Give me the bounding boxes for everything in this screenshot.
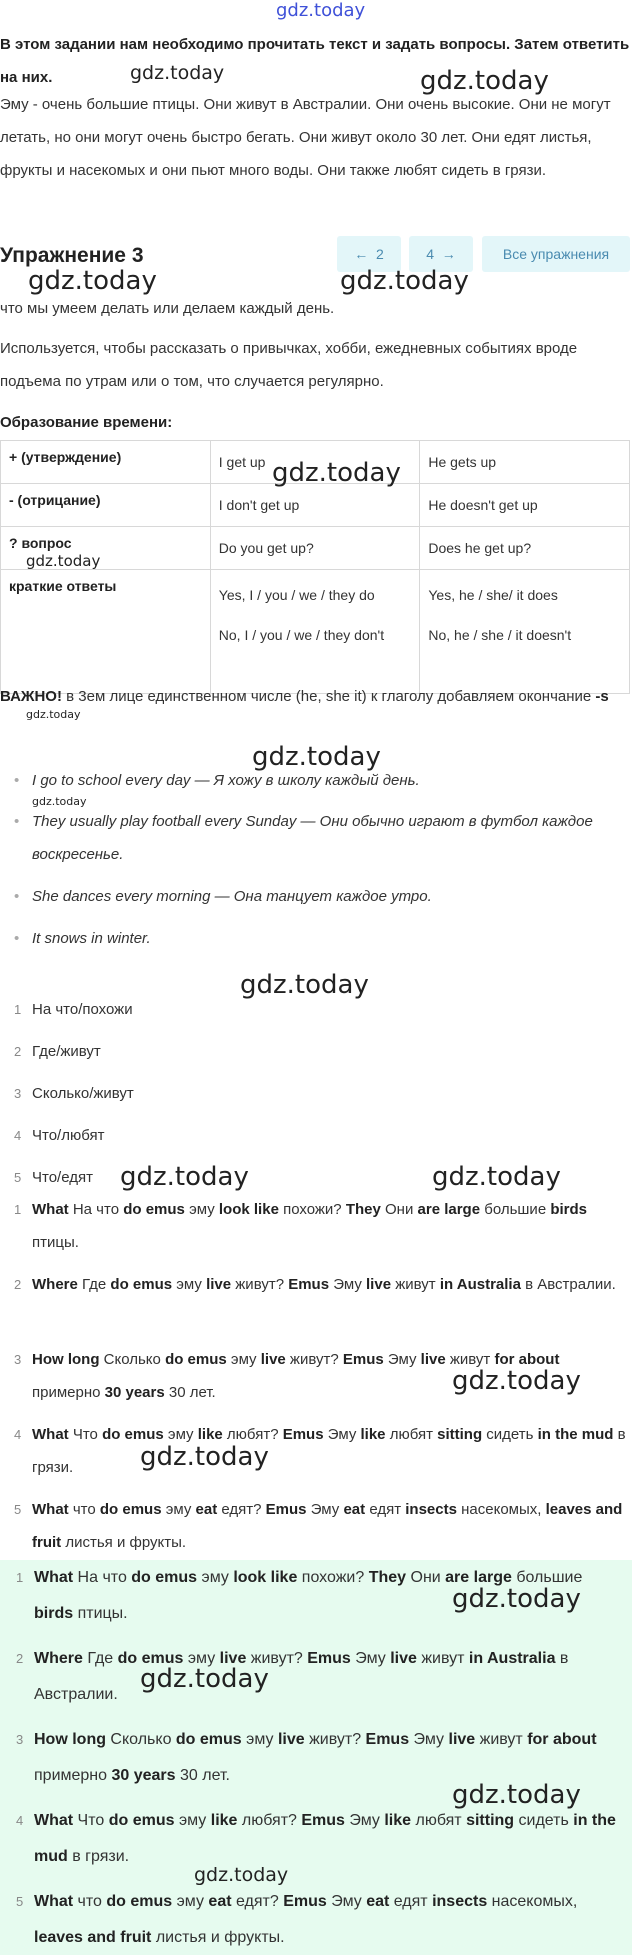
answer-english: are large [417,1201,481,1218]
answer-english: live [390,1650,417,1667]
answer-english: Emus [342,1351,384,1368]
watermark: gdz.today [452,1366,581,1396]
answer-english: do emus [123,1201,185,1218]
answer-translation: живут? [231,1276,289,1293]
answer-translation: любят [385,1426,438,1443]
answer-english: like [384,1812,412,1829]
question-item: 3 Сколько/живут [14,1085,134,1102]
question-item: 5 Что/едят [14,1169,93,1186]
list-item: • They usually play football every Sunday — Они обычно играют в футбол каждое воскресенье. [14,805,624,871]
important-note: ВАЖНО! в 3ем лице единственном числе (he, she it) к глаголу добавляем окончание -s [0,688,609,705]
watermark: gdz.today [432,1162,561,1192]
arrow-right-icon: → [441,246,456,262]
answer-translation: 30 лет. [175,1767,230,1784]
answer-translation: любят? [222,1426,283,1443]
answer-translation: листья и фрукты. [61,1534,187,1551]
answer-translation: примерно [32,1384,105,1401]
answer-translation: эму [172,1276,207,1293]
answer-translation: живут? [285,1351,343,1368]
answer-translation: любят? [237,1812,302,1829]
watermark: gdz.today [26,552,101,570]
answer-item: 4 What Что do emus эму like любят? Emus Эму like любят sitting сидеть in the mud в грязи. [14,1426,626,1476]
answer-translation: насекомых, [456,1501,546,1518]
list-item: • She dances every morning — Она танцует каждое утро. [14,880,624,913]
answer-translation: живут [416,1650,469,1667]
answer-translation: в Австралии. [34,1650,569,1703]
answer-translation: эму [163,1426,198,1443]
answer-english: look like [233,1569,298,1586]
answer-translation: что [68,1501,100,1518]
answer-english: 30 years [104,1384,165,1401]
watermark: gdz.today [32,795,87,808]
answer-english: sitting [466,1812,515,1829]
answer-english: What [32,1426,69,1443]
answer-translation: сидеть [482,1426,538,1443]
answer-translation: Эму [329,1276,367,1293]
answer-translation: живут [445,1351,495,1368]
arrow-left-icon: ← [354,246,369,262]
table-cell: He gets up [420,441,630,484]
answer-translation: Сколько [99,1351,166,1368]
answer-english: live [260,1351,286,1368]
site-logo[interactable]: gdz.today [276,0,366,21]
answer-item-highlighted: 4 What Что do emus эму like любят? Emus Эму like любят sitting сидеть in the mud в грязи. [16,1812,616,1865]
table-cell: Yes, he / she/ it does No, he / she / it doesn't [420,570,630,694]
table-cell: Does he get up? [420,527,630,570]
answer-english: Emus [301,1812,345,1829]
answer-translation: живут [475,1731,528,1748]
watermark: gdz.today [140,1664,269,1694]
answer-english: do emus [106,1893,173,1910]
answer-translation: эму [197,1569,234,1586]
answer-translation: Где [77,1276,111,1293]
watermark: gdz.today [252,742,381,772]
answer-english: Emus [307,1650,351,1667]
table-header-cell: краткие ответы [1,570,211,694]
table-cell: Yes, I / you / we / they do No, I / you / we / they don't [210,570,420,694]
question-item: 2 Где/живут [14,1043,101,1060]
answer-english: do emus [110,1276,173,1293]
table-row [1,484,630,527]
answer-translation: На что [73,1569,132,1586]
table-cell: Do you get up? [210,527,420,570]
answer-english: like [210,1812,238,1829]
answer-translation: живут? [246,1650,308,1667]
answer-translation: Эму [350,1650,391,1667]
intro-text: Эму - очень большие птицы. Они живут в Австралии. Они очень высокие. Они не могут летать, но они могут очень быстро бегать. Они живут около 30 лет. Они едят листья, фрукты и насекомых и они пьют много воды. Они также любят сидеть в грязи. [0,96,611,179]
answer-translation: Эму [326,1893,367,1910]
answer-english: live [277,1731,305,1748]
answer-english: eat [208,1893,232,1910]
answer-translation: Они [406,1569,446,1586]
answer-english: eat [366,1893,390,1910]
answer-english: like [197,1426,223,1443]
answer-english: What [32,1201,69,1218]
answer-english: insects [432,1893,488,1910]
answer-english: do emus [175,1731,242,1748]
answer-english: eat [195,1501,218,1518]
answer-translation: Сколько [105,1731,176,1748]
watermark: gdz.today [240,970,369,1000]
answer-english: live [219,1650,247,1667]
answer-translation: эму [241,1731,278,1748]
answer-translation: едят? [217,1501,266,1518]
watermark: gdz.today [452,1780,581,1810]
table-cell: He doesn't get up [420,484,630,527]
answer-translation: сидеть [514,1812,574,1829]
answer-english: live [206,1276,232,1293]
list-item: • I go to school every day — Я хожу в школу каждый день. [14,764,624,797]
formation-title: Образование времени: [0,414,173,431]
table-header-cell: - (отрицание) [1,484,211,527]
answer-translation: Что [73,1812,109,1829]
answer-english: leaves and fruit [34,1929,152,1946]
answer-translation: эму [226,1351,261,1368]
watermark: gdz.today [130,62,225,84]
answer-translation: эму [184,1201,219,1218]
answer-translation: похожи? [297,1569,369,1586]
watermark: gdz.today [26,708,81,721]
answer-translation: едят? [231,1893,284,1910]
answer-english: do emus [165,1351,227,1368]
table-header-cell: ? вопрос [1,527,211,570]
answer-translation: что [73,1893,107,1910]
answer-translation: Они [380,1201,418,1218]
answer-english: eat [343,1501,366,1518]
answer-english: Emus [365,1731,410,1748]
answer-translation: живут? [304,1731,366,1748]
theory-paragraph-2: Используется, чтобы рассказать о привычках, хобби, ежедневных событиях вроде подъема по утрам или о том, что случается регулярно. [0,340,578,390]
intro-heading: В этом задании нам необходимо прочитать текст и задать вопросы. Затем ответить на них. [0,36,630,86]
answer-english: look like [218,1201,279,1218]
answer-translation: примерно [34,1767,112,1784]
answer-english: live [420,1351,446,1368]
answer-translation: птицы. [32,1234,79,1251]
answer-translation: большие [480,1201,551,1218]
table-header-cell: + (утверждение) [1,441,211,484]
list-item: • It snows in winter. [14,922,624,955]
answer-english: do emus [108,1812,175,1829]
watermark: gdz.today [340,266,469,296]
answer-english: How long [34,1731,106,1748]
answer-translation: в грязи. [67,1848,130,1865]
answer-translation: насекомых, [487,1893,578,1910]
answer-translation: любят [411,1812,467,1829]
answer-translation: большие [511,1569,583,1586]
answer-english: live [366,1276,392,1293]
answer-translation: похожи? [278,1201,346,1218]
answer-translation: 30 лет. [164,1384,216,1401]
all-exercises-button[interactable]: Все упражнения [482,236,630,272]
answer-translation: в Австралии. [520,1276,616,1293]
answer-english: do emus [99,1501,162,1518]
watermark: gdz.today [452,1584,581,1614]
answer-item-highlighted: 1 What На что do emus эму look like похожи? They Они are large большие birds птицы. [16,1569,583,1622]
answer-translation: Что [68,1426,103,1443]
answer-english: for about [527,1731,597,1748]
answer-translation: в грязи. [32,1426,626,1476]
answer-english: for about [494,1351,560,1368]
answer-english: in Australia [439,1276,521,1293]
answer-translation: эму [183,1650,220,1667]
answer-translation: едят [389,1893,433,1910]
answer-english: They [368,1569,407,1586]
answer-english: insects [405,1501,457,1518]
answer-translation: Эму [344,1812,385,1829]
answer-english: Where [34,1650,83,1667]
table-row [1,570,630,694]
watermark: gdz.today [140,1442,269,1472]
answer-english: What [34,1893,74,1910]
watermark: gdz.today [194,1864,289,1886]
exercise-title: Упражнение 3 [0,244,144,267]
question-item: 4 Что/любят [14,1127,105,1144]
answer-translation: Эму [409,1731,449,1748]
answer-english: do emus [117,1650,184,1667]
answer-translation: Эму [306,1501,344,1518]
answer-english: How long [32,1351,100,1368]
answer-english: in the mud [537,1426,614,1443]
answer-translation: эму [174,1812,211,1829]
answer-translation: Эму [383,1351,421,1368]
answer-item: 3 How long Сколько do emus эму live живут? Emus Эму live живут for about примерно 30 years 30 лет. [14,1351,560,1401]
answer-translation: Где [82,1650,118,1667]
answer-english: are large [445,1569,512,1586]
answer-item: 1 What На что do emus эму look like похожи? They Они are large большие birds птицы. [14,1201,588,1251]
watermark: gdz.today [120,1162,249,1192]
watermark: gdz.today [272,458,401,488]
theory-paragraph-1: что мы умеем делать или делаем каждый день. [0,300,335,317]
answer-english: What [34,1812,74,1829]
answer-item-highlighted: 3 How long Сколько do emus эму live живут? Emus Эму live живут for about примерно 30 years 30 лет. [16,1731,597,1784]
answer-translation: едят [365,1501,406,1518]
answer-item-highlighted: 5 What что do emus эму eat едят? Emus Эму eat едят insects насекомых, leaves and fruit листья и фрукты. [16,1893,578,1946]
answer-english: in Australia [468,1650,556,1667]
table-cell: I get up [210,441,420,484]
watermark: gdz.today [28,266,157,296]
answer-english: birds [550,1201,588,1218]
answer-english: Where [32,1276,78,1293]
answer-translation: Эму [323,1426,361,1443]
answer-english: like [360,1426,386,1443]
answer-english: What [34,1569,74,1586]
answer-english: They [345,1201,381,1218]
next-exercise-button[interactable]: 4 → [409,236,473,272]
table-cell: I don't get up [210,484,420,527]
question-item: 1 На что/похожи [14,1001,133,1018]
answer-english: 30 years [111,1767,176,1784]
prev-exercise-button[interactable]: ← 2 [337,236,401,272]
answer-english: Emus [282,1426,324,1443]
answer-english: do emus [131,1569,198,1586]
answer-english: What [32,1501,69,1518]
answer-translation: На что [68,1201,124,1218]
answer-english: birds [34,1605,74,1622]
watermark: gdz.today [420,66,549,96]
answer-english: leaves and fruit [32,1501,623,1551]
answer-item: 2 Where Где do emus эму live живут? Emus Эму live живут in Australia в Австралии. [14,1276,616,1293]
answer-english: sitting [437,1426,483,1443]
answer-english: Emus [283,1893,327,1910]
answer-english: Emus [288,1276,330,1293]
answer-english: do emus [102,1426,164,1443]
answer-translation: живут [391,1276,440,1293]
answer-english: Emus [265,1501,307,1518]
answer-item-highlighted: 2 Where Где do emus эму live живут? Emus Эму live живут in Australia в Австралии. [16,1650,569,1703]
answer-english: in the mud [34,1812,616,1865]
answer-english: live [448,1731,476,1748]
answer-translation: эму [172,1893,209,1910]
answer-translation: эму [161,1501,196,1518]
answer-translation: птицы. [73,1605,128,1622]
answer-item: 5 What что do emus эму eat едят? Emus Эму eat едят insects насекомых, leaves and fruit листья и фрукты. [14,1501,623,1551]
answer-translation: листья и фрукты. [151,1929,285,1946]
